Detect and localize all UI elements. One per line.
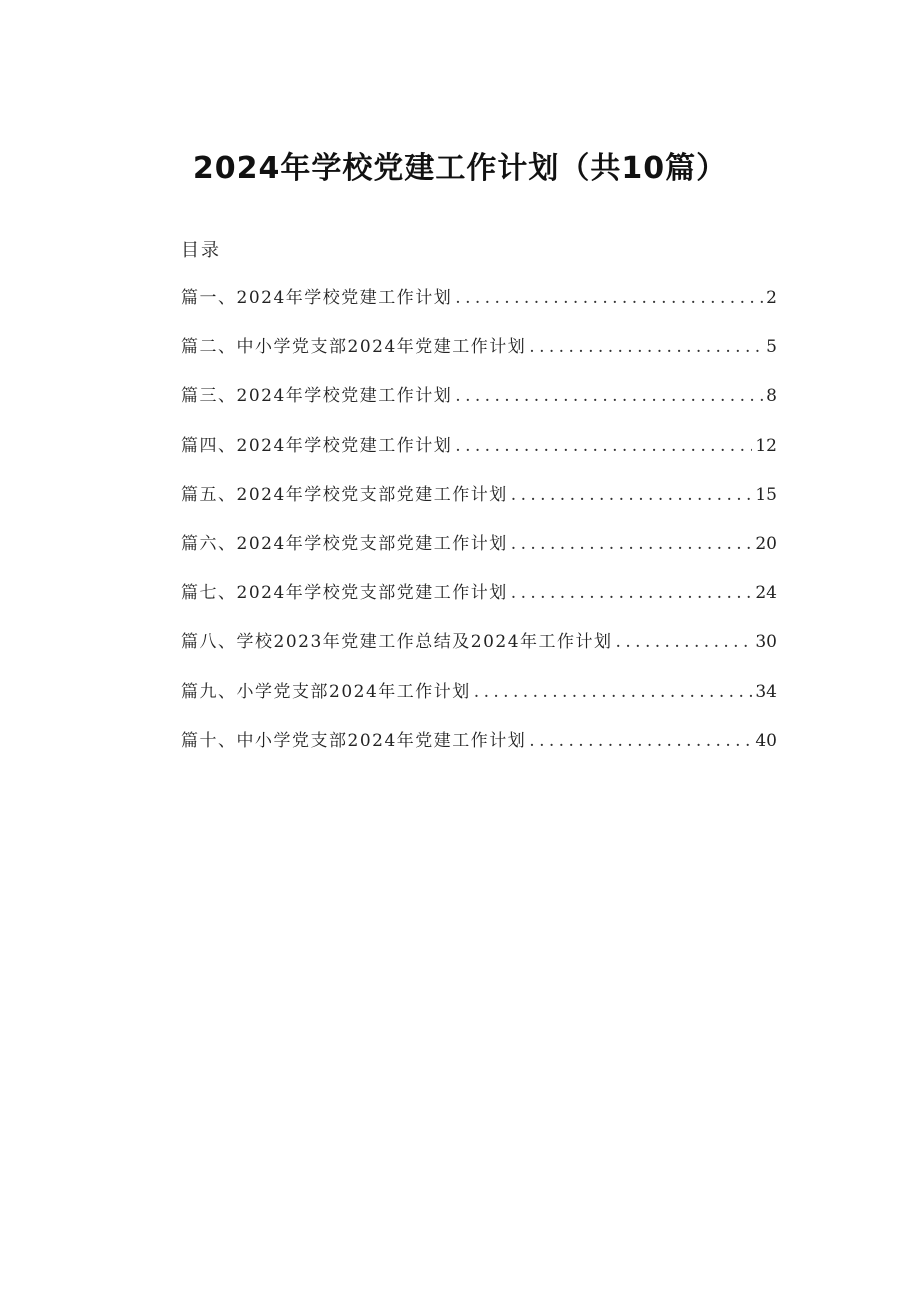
toc-dot-leader: [511, 534, 753, 554]
toc-entry[interactable]: [181, 529, 777, 578]
toc-dot-leader: [529, 731, 752, 751]
toc-entry[interactable]: [181, 627, 777, 676]
document-title: 2024年学校党建工作计划（共10篇）: [192, 151, 728, 186]
toc-page-number: 40: [755, 730, 777, 751]
toc-entry-label: 篇十、中小学党支部2024年党建工作计划: [181, 730, 527, 751]
toc-dot-leader: [455, 436, 752, 456]
toc-entry-label: 篇九、小学党支部2024年工作计划: [181, 681, 471, 702]
toc-dot-leader: [474, 682, 753, 702]
toc-entry-label: 篇七、2024年学校党支部党建工作计划: [181, 583, 508, 604]
toc-page-number: 12: [755, 435, 777, 456]
toc-page-number: 2: [766, 288, 777, 308]
toc-entry[interactable]: [181, 677, 777, 726]
toc-page-number: 34: [755, 681, 777, 702]
toc-entry-label: 篇四、2024年学校党建工作计划: [181, 435, 453, 456]
toc-entry-label: 篇二、中小学党支部2024年党建工作计划: [181, 337, 527, 358]
toc-page-number: 8: [766, 386, 777, 407]
toc-entry-label: 篇一、2024年学校党建工作计划: [181, 288, 453, 308]
toc-page-number: 5: [766, 337, 777, 358]
toc-dot-leader: [511, 485, 753, 505]
table-of-contents: [181, 283, 777, 775]
toc-entry[interactable]: [181, 431, 777, 480]
toc-page-number: 15: [755, 484, 777, 505]
toc-page-number: 24: [755, 583, 777, 604]
toc-entry[interactable]: [181, 381, 777, 430]
toc-entry[interactable]: [181, 726, 777, 775]
toc-dot-leader: [455, 386, 763, 406]
toc-entry[interactable]: [181, 480, 777, 529]
toc-dot-leader: [529, 337, 763, 357]
toc-entry-label: 篇五、2024年学校党支部党建工作计划: [181, 484, 508, 505]
toc-entry-label: 篇八、学校2023年党建工作总结及2024年工作计划: [181, 632, 613, 653]
toc-entry-label: 篇三、2024年学校党建工作计划: [181, 386, 453, 407]
toc-entry[interactable]: [181, 332, 777, 381]
toc-entry-label: 篇六、2024年学校党支部党建工作计划: [181, 533, 508, 554]
toc-dot-leader: [455, 288, 763, 308]
toc-dot-leader: [511, 583, 753, 603]
toc-entry[interactable]: [181, 283, 777, 332]
toc-page-number: 30: [755, 632, 777, 653]
toc-page-number: 20: [755, 533, 777, 554]
toc-entry[interactable]: [181, 578, 777, 627]
toc-dot-leader: [616, 632, 753, 652]
toc-heading: 目录: [181, 240, 221, 261]
